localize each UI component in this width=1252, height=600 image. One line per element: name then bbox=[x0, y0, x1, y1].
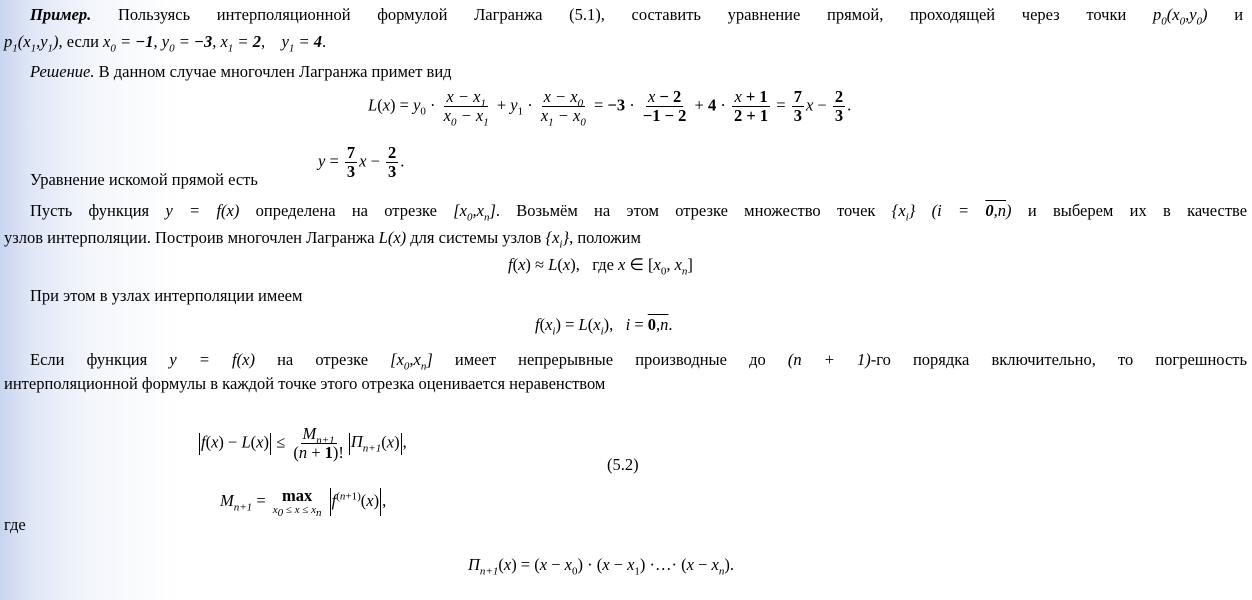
line-equation-text bbox=[30, 170, 258, 190]
para4-text-a: Пусть функция bbox=[30, 201, 150, 220]
line-equation-label: Уравнение искомой прямой есть bbox=[30, 170, 258, 189]
para6-text-e: интерполяционной формулы в каждой точке этого отрезка оценивается неравенством bbox=[4, 374, 606, 393]
para4-text-g: , положим bbox=[569, 228, 641, 247]
para5-text: При этом в узлах интерполяции имеем bbox=[30, 286, 303, 305]
para5-line bbox=[30, 286, 302, 306]
y0-value: $y_0 = -3$ bbox=[161, 32, 213, 55]
lagrange-formula: $L(x) = y_0$ · $\frac{x - x_1}{x_0 - x_1}$ + $y_1$ · $\frac{x - x_0}{x_1 - x_0}$ = −3 · $\frac{x - 2}{-1 - 2}$ + 4 · $\frac{x + 1}{2 + 1}$ = $\frac{7}{3}$ x − $\frac{2}{3}$ . bbox=[368, 87, 852, 129]
point-p1: $p_1(x_1,y_1)$ bbox=[4, 32, 59, 55]
para4-line-1 bbox=[30, 201, 1248, 224]
pi-product: $П_{n+1}(x) = (x - x_0) \cdot (x - x_1)$ ·…· $(x - x_n)$. bbox=[468, 555, 734, 578]
func-fx-2: y = f(x) bbox=[169, 350, 255, 369]
para4-text-f: для системы узлов bbox=[410, 228, 542, 247]
solution-label: Решение. bbox=[30, 62, 95, 81]
where-label: где bbox=[4, 515, 26, 534]
poly-lx: L(x) bbox=[378, 228, 407, 247]
para4-text-e: узлов интерполяции. Построив многочлен Лагранжа bbox=[4, 228, 375, 247]
line-equation: y = $\frac{7}{3}$ x − $\frac{2}{3}$ . bbox=[318, 143, 405, 181]
if-word: , если bbox=[58, 32, 99, 51]
para6-text-b: на отрезке bbox=[277, 350, 369, 369]
nodes-equality: $f(x_i) = L(x_i)$, i = 0,n. bbox=[535, 315, 673, 338]
para4-text-d: и выберем их в качестве bbox=[1027, 201, 1248, 220]
y1-value: $y_1 = 4$ bbox=[281, 32, 323, 55]
func-fx: y = f(x) bbox=[165, 201, 240, 220]
para6-text-c: имеет непрерывные производные до bbox=[454, 350, 766, 369]
equation-number: (5.2) bbox=[607, 455, 639, 474]
where-word: где bbox=[592, 255, 614, 274]
set-xi: $\{x_i\}$ bbox=[891, 201, 916, 224]
error-estimate: f(x) − L(x) ≤ $\frac{M_{n+1}}{(n + 1)!}$ $П_{n+1}(x)$ , bbox=[201, 424, 407, 462]
example-line-1 bbox=[30, 5, 1244, 28]
solution-text: В данном случае многочлен Лагранжа примет вид bbox=[98, 62, 452, 81]
para4-text-b: определена на отрезке bbox=[255, 201, 437, 220]
and-word: и bbox=[1234, 5, 1244, 24]
segment-x0-xn-2: $[x_0,x_n]$ bbox=[390, 350, 433, 373]
example-text: Пользуясь интерполяционной формулой Лагранжа (5.1), составить уравнение прямой, проходящей через точки bbox=[117, 5, 1127, 24]
order-n-plus-1: (n + 1) bbox=[787, 350, 871, 369]
para6-line-1 bbox=[30, 350, 1248, 373]
index-range: (i = 0,n) bbox=[931, 201, 1012, 220]
example-label: Пример. bbox=[30, 5, 92, 24]
max-formula: $M_{n+1}$ = max $x_0 \le x \le x_n$ $f^{(n+1)}(x)$ , bbox=[220, 486, 387, 520]
segment-x0-xn: $[x_0,x_n]$ bbox=[453, 201, 496, 224]
approx-formula: f(x) ≈ L(x), где x ∈ [$x_0$, $x_n$] bbox=[508, 255, 693, 278]
para6-line-2 bbox=[4, 374, 605, 394]
example-line-2: $p_1(x_1,y_1)$, если $x_0 = -1$, $y_0 = -3$, $x_1 = 2$, $y_1 = 4$. bbox=[4, 32, 327, 55]
x1-value: $x_1 = 2$ bbox=[220, 32, 261, 55]
para4-text-c: . Возьмём на этом отрезке множество точек bbox=[495, 201, 876, 220]
para6-text-a: Если функция bbox=[30, 350, 148, 369]
nodes-xi: $\{x_i\}$ bbox=[545, 228, 570, 251]
solution-line bbox=[30, 62, 452, 82]
x0-value: $x_0 = -1$ bbox=[103, 32, 154, 55]
point-p0: $p_0(x_0,y_0)$ bbox=[1153, 5, 1208, 28]
para6-text-d: -го порядка включительно, то погрешность bbox=[870, 350, 1248, 369]
para4-line-2 bbox=[4, 228, 641, 251]
